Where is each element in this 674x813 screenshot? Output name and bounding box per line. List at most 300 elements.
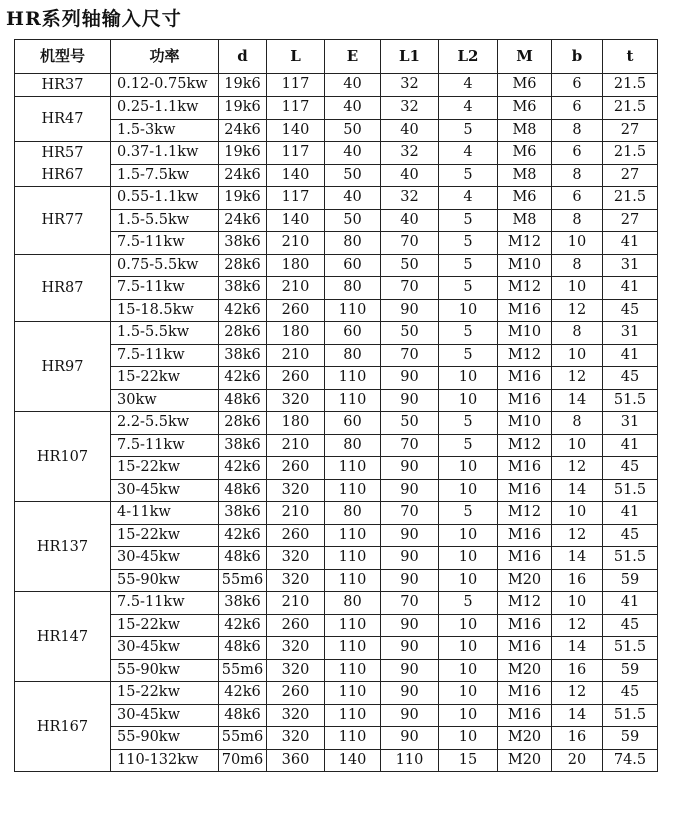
l-cell: 320 — [267, 704, 325, 727]
col-header-model: 机型号 — [15, 40, 111, 74]
l1-cell: 70 — [381, 502, 439, 525]
e-cell: 110 — [325, 727, 381, 750]
l1-cell: 90 — [381, 524, 439, 547]
t-cell: 27 — [603, 119, 658, 142]
e-cell: 110 — [325, 479, 381, 502]
l1-cell: 40 — [381, 119, 439, 142]
t-cell: 59 — [603, 569, 658, 592]
power-cell: 7.5-11kw — [111, 232, 219, 255]
model-cell — [15, 502, 111, 592]
l-cell: 260 — [267, 682, 325, 705]
table-row — [15, 209, 658, 232]
m-cell: M16 — [498, 614, 552, 637]
t-cell: 31 — [603, 254, 658, 277]
e-cell: 110 — [325, 547, 381, 570]
table-row — [15, 749, 658, 772]
l2-cell: 10 — [439, 704, 498, 727]
b-cell: 14 — [552, 704, 603, 727]
m-cell: M6 — [498, 97, 552, 120]
l-cell: 260 — [267, 614, 325, 637]
b-cell: 12 — [552, 682, 603, 705]
l1-cell: 90 — [381, 704, 439, 727]
power-cell: 30-45kw — [111, 547, 219, 570]
l2-cell: 5 — [439, 502, 498, 525]
t-cell: 41 — [603, 232, 658, 255]
d-cell: 38k6 — [219, 502, 267, 525]
model-cell — [15, 592, 111, 682]
l1-cell: 40 — [381, 209, 439, 232]
model-name: HR67 — [41, 167, 84, 183]
t-cell: 31 — [603, 322, 658, 345]
col-header-b: b — [552, 40, 603, 74]
m-cell: M12 — [498, 434, 552, 457]
t-cell: 31 — [603, 412, 658, 435]
power-cell: 7.5-11kw — [111, 277, 219, 300]
power-cell: 1.5-7.5kw — [111, 164, 219, 187]
l1-cell: 90 — [381, 727, 439, 750]
l1-cell: 90 — [381, 637, 439, 660]
e-cell: 50 — [325, 209, 381, 232]
e-cell: 80 — [325, 592, 381, 615]
m-cell: M8 — [498, 119, 552, 142]
model-name: HR77 — [41, 212, 84, 229]
l1-cell: 70 — [381, 592, 439, 615]
col-header-t: t — [603, 40, 658, 74]
e-cell: 80 — [325, 277, 381, 300]
model-cell — [15, 187, 111, 255]
b-cell: 8 — [552, 164, 603, 187]
b-cell: 10 — [552, 232, 603, 255]
power-cell: 0.12-0.75kw — [111, 74, 219, 97]
d-cell: 48k6 — [219, 389, 267, 412]
d-cell: 38k6 — [219, 434, 267, 457]
l-cell: 210 — [267, 592, 325, 615]
l-cell: 260 — [267, 367, 325, 390]
table-row — [15, 614, 658, 637]
t-cell: 41 — [603, 502, 658, 525]
l-cell: 210 — [267, 277, 325, 300]
e-cell: 110 — [325, 637, 381, 660]
l1-cell: 50 — [381, 254, 439, 277]
d-cell: 38k6 — [219, 344, 267, 367]
e-cell: 80 — [325, 434, 381, 457]
l1-cell: 40 — [381, 164, 439, 187]
e-cell: 140 — [325, 749, 381, 772]
t-cell: 27 — [603, 209, 658, 232]
d-cell: 19k6 — [219, 187, 267, 210]
l-cell: 320 — [267, 727, 325, 750]
b-cell: 12 — [552, 299, 603, 322]
b-cell: 6 — [552, 142, 603, 165]
table-row — [15, 232, 658, 255]
power-cell: 30-45kw — [111, 479, 219, 502]
l-cell: 320 — [267, 547, 325, 570]
power-cell: 0.75-5.5kw — [111, 254, 219, 277]
b-cell: 12 — [552, 367, 603, 390]
d-cell: 24k6 — [219, 119, 267, 142]
d-cell: 28k6 — [219, 254, 267, 277]
t-cell: 21.5 — [603, 187, 658, 210]
table-row — [15, 434, 658, 457]
d-cell: 42k6 — [219, 367, 267, 390]
l-cell: 260 — [267, 299, 325, 322]
e-cell: 110 — [325, 704, 381, 727]
power-cell: 30kw — [111, 389, 219, 412]
t-cell: 51.5 — [603, 479, 658, 502]
model-name: HR37 — [41, 77, 84, 93]
d-cell: 42k6 — [219, 614, 267, 637]
model-cell — [15, 254, 111, 322]
d-cell: 48k6 — [219, 704, 267, 727]
l-cell: 117 — [267, 74, 325, 97]
l1-cell: 32 — [381, 74, 439, 97]
l2-cell: 10 — [439, 479, 498, 502]
e-cell: 40 — [325, 97, 381, 120]
m-cell: M10 — [498, 322, 552, 345]
d-cell: 38k6 — [219, 592, 267, 615]
e-cell: 80 — [325, 344, 381, 367]
power-cell: 7.5-11kw — [111, 592, 219, 615]
e-cell: 40 — [325, 74, 381, 97]
power-cell: 0.25-1.1kw — [111, 97, 219, 120]
l2-cell: 4 — [439, 74, 498, 97]
d-cell: 24k6 — [219, 209, 267, 232]
m-cell: M6 — [498, 74, 552, 97]
power-cell: 30-45kw — [111, 637, 219, 660]
b-cell: 6 — [552, 74, 603, 97]
model-cell — [15, 322, 111, 412]
col-header-l: L — [267, 40, 325, 74]
e-cell: 110 — [325, 299, 381, 322]
l1-cell: 90 — [381, 614, 439, 637]
l2-cell: 10 — [439, 389, 498, 412]
b-cell: 20 — [552, 749, 603, 772]
table-row — [15, 97, 658, 120]
power-cell: 2.2-5.5kw — [111, 412, 219, 435]
l1-cell: 90 — [381, 659, 439, 682]
col-header-l2: L2 — [439, 40, 498, 74]
col-header-l1: L1 — [381, 40, 439, 74]
t-cell: 59 — [603, 659, 658, 682]
l-cell: 210 — [267, 344, 325, 367]
m-cell: M10 — [498, 254, 552, 277]
power-cell: 15-22kw — [111, 457, 219, 480]
model-name: HR107 — [36, 448, 89, 465]
t-cell: 45 — [603, 682, 658, 705]
l2-cell: 5 — [439, 322, 498, 345]
l-cell: 210 — [267, 502, 325, 525]
l2-cell: 15 — [439, 749, 498, 772]
e-cell: 110 — [325, 682, 381, 705]
d-cell: 70m6 — [219, 749, 267, 772]
l2-cell: 10 — [439, 457, 498, 480]
l1-cell: 90 — [381, 457, 439, 480]
t-cell: 59 — [603, 727, 658, 750]
d-cell: 55m6 — [219, 727, 267, 750]
table-row — [15, 344, 658, 367]
power-cell: 55-90kw — [111, 659, 219, 682]
l-cell: 320 — [267, 637, 325, 660]
l1-cell: 90 — [381, 479, 439, 502]
l-cell: 210 — [267, 434, 325, 457]
power-cell: 1.5-5.5kw — [111, 322, 219, 345]
power-cell: 110-132kw — [111, 749, 219, 772]
e-cell: 110 — [325, 659, 381, 682]
d-cell: 19k6 — [219, 142, 267, 165]
table-row — [15, 164, 658, 187]
b-cell: 10 — [552, 277, 603, 300]
l-cell: 320 — [267, 659, 325, 682]
m-cell: M20 — [498, 569, 552, 592]
d-cell: 48k6 — [219, 637, 267, 660]
model-name: HR87 — [41, 279, 84, 296]
b-cell: 14 — [552, 637, 603, 660]
d-cell: 24k6 — [219, 164, 267, 187]
d-cell: 19k6 — [219, 97, 267, 120]
t-cell: 51.5 — [603, 704, 658, 727]
power-cell: 1.5-5.5kw — [111, 209, 219, 232]
b-cell: 10 — [552, 344, 603, 367]
l-cell: 117 — [267, 97, 325, 120]
t-cell: 27 — [603, 164, 658, 187]
b-cell: 8 — [552, 412, 603, 435]
l1-cell: 90 — [381, 389, 439, 412]
model-name: HR147 — [36, 628, 89, 645]
e-cell: 110 — [325, 389, 381, 412]
b-cell: 12 — [552, 457, 603, 480]
m-cell: M20 — [498, 659, 552, 682]
b-cell: 14 — [552, 547, 603, 570]
l2-cell: 4 — [439, 187, 498, 210]
l1-cell: 90 — [381, 569, 439, 592]
power-cell: 7.5-11kw — [111, 344, 219, 367]
l-cell: 140 — [267, 164, 325, 187]
table-row — [15, 727, 658, 750]
table-row — [15, 187, 658, 210]
l-cell: 180 — [267, 322, 325, 345]
l2-cell: 10 — [439, 569, 498, 592]
m-cell: M8 — [498, 209, 552, 232]
t-cell: 45 — [603, 367, 658, 390]
m-cell: M12 — [498, 592, 552, 615]
l2-cell: 5 — [439, 592, 498, 615]
l-cell: 260 — [267, 457, 325, 480]
l2-cell: 5 — [439, 344, 498, 367]
power-cell: 15-22kw — [111, 682, 219, 705]
col-header-d: d — [219, 40, 267, 74]
d-cell: 42k6 — [219, 682, 267, 705]
l-cell: 180 — [267, 412, 325, 435]
d-cell: 28k6 — [219, 412, 267, 435]
l-cell: 140 — [267, 119, 325, 142]
power-cell: 1.5-3kw — [111, 119, 219, 142]
e-cell: 40 — [325, 142, 381, 165]
l1-cell: 70 — [381, 344, 439, 367]
power-cell: 7.5-11kw — [111, 434, 219, 457]
d-cell: 19k6 — [219, 74, 267, 97]
power-cell: 15-22kw — [111, 367, 219, 390]
m-cell: M16 — [498, 367, 552, 390]
col-header-e: E — [325, 40, 381, 74]
table-row — [15, 277, 658, 300]
m-cell: M6 — [498, 187, 552, 210]
l2-cell: 10 — [439, 367, 498, 390]
l2-cell: 10 — [439, 299, 498, 322]
e-cell: 60 — [325, 322, 381, 345]
e-cell: 80 — [325, 232, 381, 255]
t-cell: 45 — [603, 299, 658, 322]
b-cell: 10 — [552, 502, 603, 525]
t-cell: 41 — [603, 344, 658, 367]
d-cell: 28k6 — [219, 322, 267, 345]
table-row — [15, 367, 658, 390]
t-cell: 45 — [603, 524, 658, 547]
e-cell: 110 — [325, 614, 381, 637]
l2-cell: 10 — [439, 637, 498, 660]
d-cell: 38k6 — [219, 232, 267, 255]
table-row — [15, 569, 658, 592]
table-row — [15, 592, 658, 615]
t-cell: 21.5 — [603, 97, 658, 120]
table-row — [15, 479, 658, 502]
l1-cell: 70 — [381, 277, 439, 300]
m-cell: M16 — [498, 524, 552, 547]
table-row — [15, 637, 658, 660]
m-cell: M16 — [498, 682, 552, 705]
table-row — [15, 502, 658, 525]
m-cell: M12 — [498, 277, 552, 300]
b-cell: 16 — [552, 569, 603, 592]
table-row — [15, 142, 658, 165]
table-row — [15, 524, 658, 547]
l2-cell: 5 — [439, 164, 498, 187]
d-cell: 48k6 — [219, 547, 267, 570]
model-cell — [15, 142, 111, 187]
e-cell: 80 — [325, 502, 381, 525]
l1-cell: 32 — [381, 97, 439, 120]
t-cell: 21.5 — [603, 74, 658, 97]
t-cell: 51.5 — [603, 547, 658, 570]
model-cell — [15, 412, 111, 502]
l-cell: 320 — [267, 389, 325, 412]
d-cell: 42k6 — [219, 524, 267, 547]
b-cell: 12 — [552, 524, 603, 547]
l1-cell: 32 — [381, 187, 439, 210]
b-cell: 10 — [552, 592, 603, 615]
m-cell: M20 — [498, 749, 552, 772]
t-cell: 21.5 — [603, 142, 658, 165]
m-cell: M6 — [498, 142, 552, 165]
power-cell: 0.55-1.1kw — [111, 187, 219, 210]
t-cell: 51.5 — [603, 637, 658, 660]
b-cell: 12 — [552, 614, 603, 637]
table-body — [15, 74, 658, 772]
power-cell: 55-90kw — [111, 727, 219, 750]
table-row — [15, 659, 658, 682]
l1-cell: 50 — [381, 322, 439, 345]
model-name: HR97 — [41, 358, 84, 375]
power-cell: 30-45kw — [111, 704, 219, 727]
l1-cell: 70 — [381, 434, 439, 457]
l2-cell: 5 — [439, 209, 498, 232]
l1-cell: 32 — [381, 142, 439, 165]
table-row — [15, 547, 658, 570]
e-cell: 110 — [325, 367, 381, 390]
d-cell: 42k6 — [219, 457, 267, 480]
dimension-table — [14, 39, 658, 772]
l2-cell: 10 — [439, 682, 498, 705]
l2-cell: 5 — [439, 119, 498, 142]
m-cell: M16 — [498, 547, 552, 570]
e-cell: 110 — [325, 524, 381, 547]
m-cell: M16 — [498, 479, 552, 502]
m-cell: M12 — [498, 502, 552, 525]
l2-cell: 5 — [439, 254, 498, 277]
l-cell: 360 — [267, 749, 325, 772]
t-cell: 45 — [603, 457, 658, 480]
l-cell: 117 — [267, 187, 325, 210]
b-cell: 8 — [552, 119, 603, 142]
m-cell: M10 — [498, 412, 552, 435]
l2-cell: 10 — [439, 727, 498, 750]
b-cell: 6 — [552, 97, 603, 120]
l-cell: 260 — [267, 524, 325, 547]
m-cell: M12 — [498, 232, 552, 255]
b-cell: 14 — [552, 389, 603, 412]
e-cell: 50 — [325, 119, 381, 142]
d-cell: 42k6 — [219, 299, 267, 322]
l1-cell: 90 — [381, 682, 439, 705]
table-row — [15, 704, 658, 727]
t-cell: 45 — [603, 614, 658, 637]
m-cell: M16 — [498, 457, 552, 480]
l-cell: 180 — [267, 254, 325, 277]
l2-cell: 10 — [439, 547, 498, 570]
e-cell: 110 — [325, 569, 381, 592]
model-name: HR137 — [36, 538, 89, 555]
table-row — [15, 389, 658, 412]
e-cell: 50 — [325, 164, 381, 187]
b-cell: 8 — [552, 209, 603, 232]
power-cell: 0.37-1.1kw — [111, 142, 219, 165]
model-name: HR47 — [41, 111, 84, 127]
model-cell — [15, 74, 111, 97]
b-cell: 8 — [552, 322, 603, 345]
t-cell: 41 — [603, 434, 658, 457]
l-cell: 320 — [267, 569, 325, 592]
t-cell: 41 — [603, 592, 658, 615]
l1-cell: 70 — [381, 232, 439, 255]
model-name: HR167 — [36, 718, 89, 735]
e-cell: 40 — [325, 187, 381, 210]
m-cell: M16 — [498, 299, 552, 322]
e-cell: 60 — [325, 254, 381, 277]
m-cell: M16 — [498, 704, 552, 727]
power-cell: 15-18.5kw — [111, 299, 219, 322]
power-cell: 15-22kw — [111, 614, 219, 637]
m-cell: M16 — [498, 637, 552, 660]
col-header-power: 功率 — [111, 40, 219, 74]
t-cell: 41 — [603, 277, 658, 300]
model-name: HR57 — [41, 145, 84, 161]
l1-cell: 110 — [381, 749, 439, 772]
m-cell: M20 — [498, 727, 552, 750]
d-cell: 48k6 — [219, 479, 267, 502]
b-cell: 10 — [552, 434, 603, 457]
l2-cell: 10 — [439, 614, 498, 637]
b-cell: 16 — [552, 727, 603, 750]
l2-cell: 10 — [439, 659, 498, 682]
